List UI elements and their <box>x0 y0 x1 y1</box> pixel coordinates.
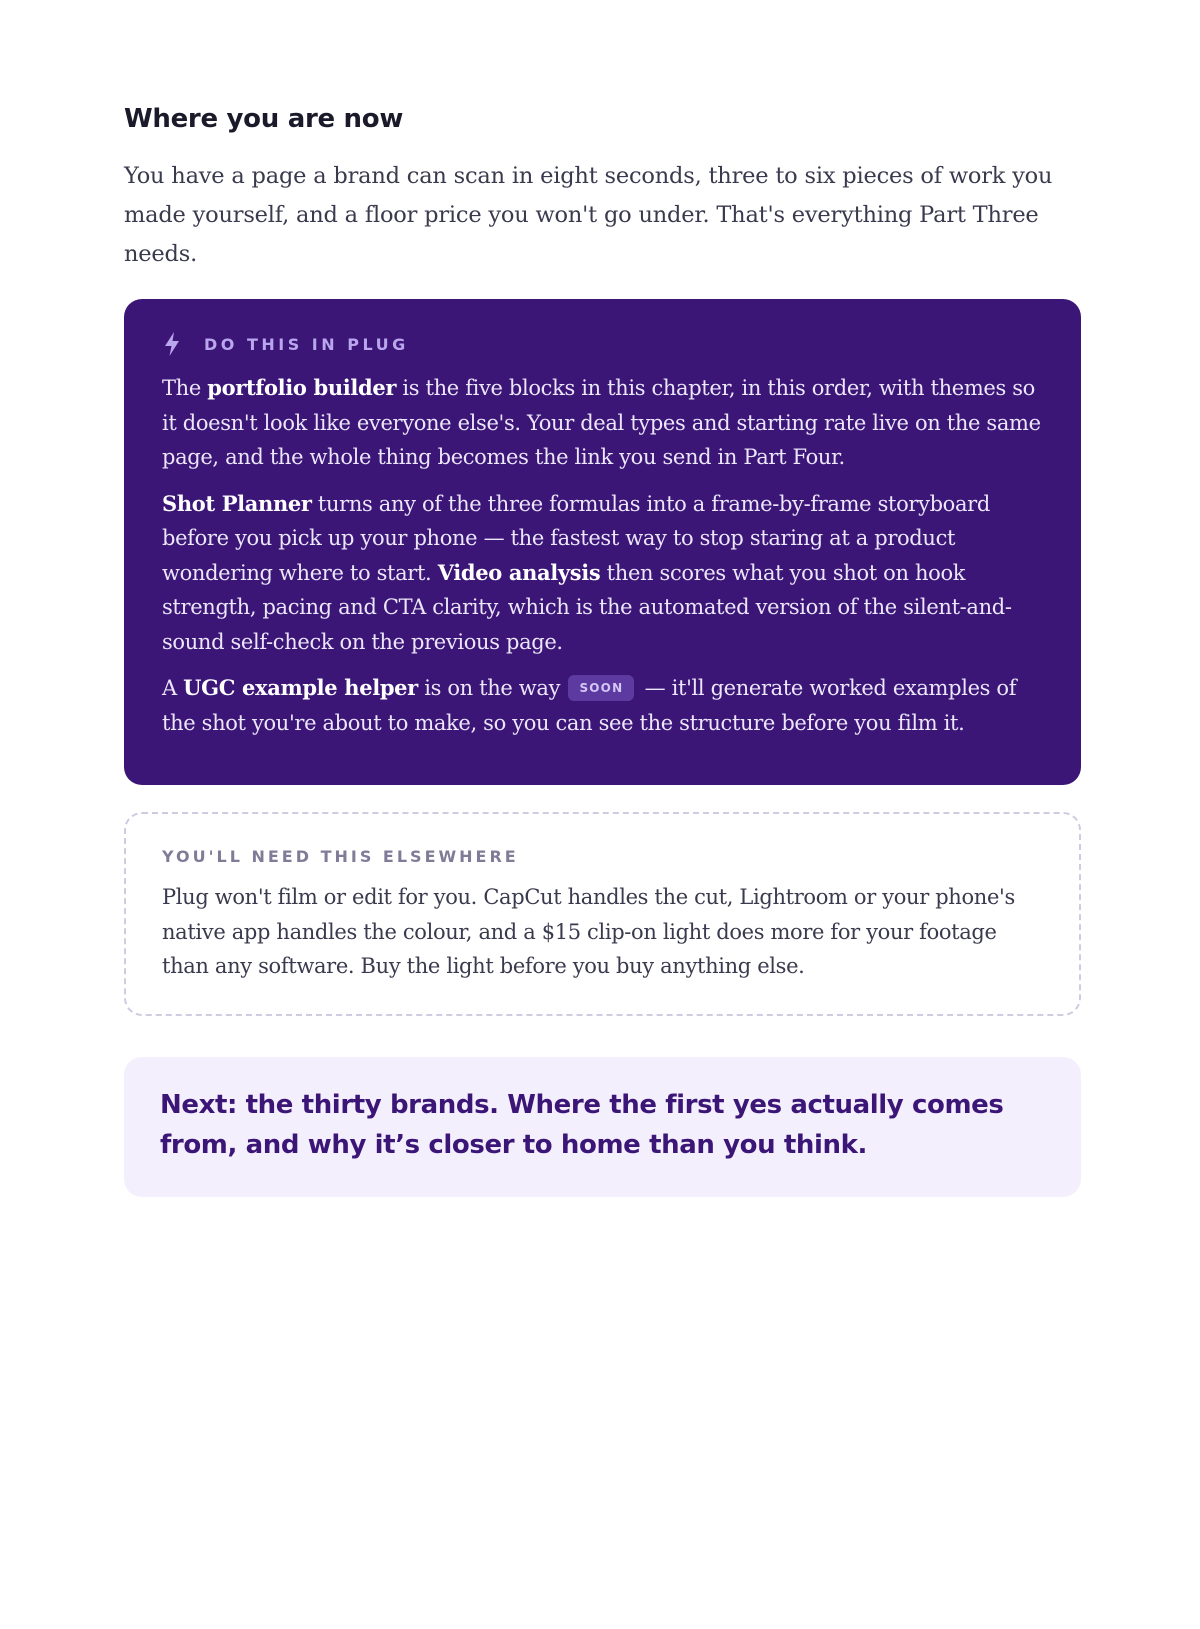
text-run: The <box>162 376 208 400</box>
text-run: is on the way <box>417 676 567 700</box>
elsewhere-card-text: Plug won't film or edit for you. CapCut handles the cut, Lightroom or your phone's native app handles the colour, and a $15 clip-on light does more for your footage than any software. Buy the light before you buy anything else. <box>162 885 1015 978</box>
next-chapter-card <box>124 1057 1081 1197</box>
shot-planner-term: Shot Planner <box>162 490 312 516</box>
plug-paragraph-ugc-helper <box>162 671 1043 740</box>
text-run: A <box>162 676 184 700</box>
elsewhere-card-label: YOU'LL NEED THIS ELSEWHERE <box>162 847 519 866</box>
intro-paragraph: You have a page a brand can scan in eight seconds, three to six pieces of work you made yourself, and a floor price you won't go under. That's everything Part Three needs. <box>124 163 1053 267</box>
section-title: Where you are now <box>124 104 404 134</box>
do-this-in-plug-card <box>124 299 1081 785</box>
video-analysis-term: Video analysis <box>437 559 601 585</box>
portfolio-builder-term: portfolio builder <box>207 375 397 400</box>
next-chapter-text: Next: the thirty brands. Where the first yes actually comes from, and why it’s closer to home than you think. <box>160 1090 1004 1160</box>
ugc-example-helper-term: UGC example helper <box>183 675 418 700</box>
text-run: is the five blocks in this chapter, in this order, with themes so it doesn't look like everyone else's. Your deal types and starting rate live on the same page, and the whole thing becomes the link you send in Part Four. <box>162 376 1041 469</box>
soon-badge: SOON <box>568 675 634 701</box>
plug-card-label: DO THIS IN PLUG <box>204 334 409 354</box>
text-run: turns any of the three formulas into a frame-by-frame storyboard before you pick up your phone — the fastest way to stop staring at a product wondering where to start. <box>162 491 990 585</box>
elsewhere-card <box>124 812 1081 1016</box>
plug-paragraph-shot-planner <box>162 487 1043 660</box>
bolt-icon <box>162 331 182 357</box>
text-run: then scores what you shot on hook strength, pacing and CTA clarity, which is the automated version of the silent-and-sound self-check on the previous page. <box>162 560 1012 654</box>
plug-card-header <box>162 329 1043 359</box>
text-run: — it'll generate worked examples of the shot you're about to make, so you can see the structure before you film it. <box>162 676 1017 735</box>
plug-paragraph-portfolio <box>162 371 1043 475</box>
